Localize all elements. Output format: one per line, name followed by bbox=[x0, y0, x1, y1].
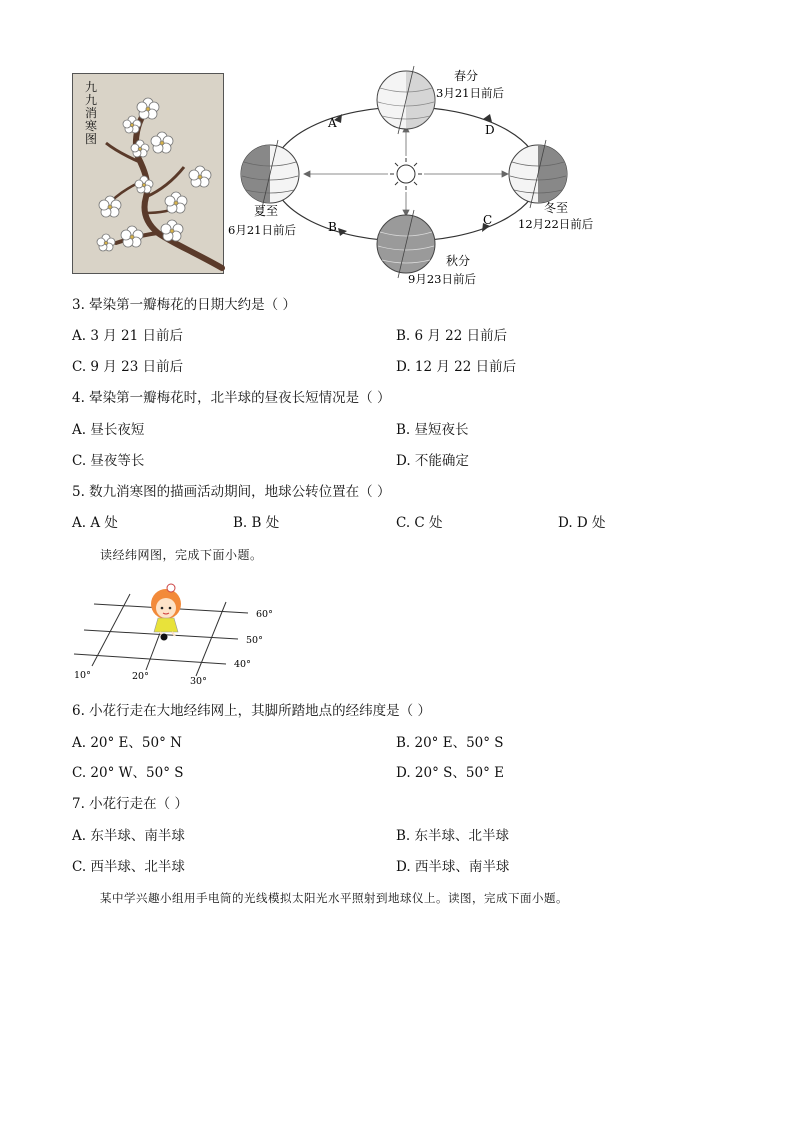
q3-option-a[interactable]: A. 3 月 21 日前后 bbox=[72, 328, 183, 344]
q3-option-b[interactable]: B. 6 月 22 日前后 bbox=[396, 328, 508, 344]
orbit-label-b: B bbox=[328, 220, 337, 234]
winter-name: 冬至 bbox=[544, 201, 569, 215]
q4-stem: 4. 晕染第一瓣梅花时，北半球的昼夜长短情况是（ ） bbox=[72, 390, 391, 406]
q7-option-a[interactable]: A. 东半球、南半球 bbox=[72, 828, 185, 844]
globe-spring-icon bbox=[377, 66, 435, 134]
poster-title: 九九消寒图 bbox=[85, 80, 98, 146]
q6-option-b[interactable]: B. 20° E、50° S bbox=[396, 735, 504, 751]
q4-option-d[interactable]: D. 不能确定 bbox=[396, 453, 469, 469]
q7-option-d[interactable]: D. 西半球、南半球 bbox=[396, 859, 510, 875]
q4-option-a[interactable]: A. 昼长夜短 bbox=[72, 422, 145, 438]
q5-option-c[interactable]: C. C 处 bbox=[396, 515, 443, 531]
q6-stem: 6. 小花行走在大地经纬网上，其脚所踏地点的经纬度是（ ） bbox=[72, 703, 431, 719]
q3-stem: 3. 晕染第一瓣梅花的日期大约是（ ） bbox=[72, 297, 296, 313]
orbit-arrow-b bbox=[338, 228, 347, 236]
q5-option-d[interactable]: D. D 处 bbox=[558, 515, 606, 531]
q6-option-d[interactable]: D. 20° S、50° E bbox=[396, 765, 504, 781]
q4-option-c[interactable]: C. 昼夜等长 bbox=[72, 453, 145, 469]
q7-option-b[interactable]: B. 东半球、北半球 bbox=[396, 828, 510, 844]
q5-option-b[interactable]: B. B 处 bbox=[233, 515, 280, 531]
lat-label-50: 50° bbox=[246, 635, 263, 646]
lon-label-30: 30° bbox=[190, 676, 207, 687]
spring-date: 3月21日前后 bbox=[436, 86, 504, 100]
autumn-name: 秋分 bbox=[446, 254, 471, 268]
graticule-figure bbox=[70, 580, 280, 688]
q6-option-c[interactable]: C. 20° W、50° S bbox=[72, 765, 184, 781]
q4-option-b[interactable]: B. 昼短夜长 bbox=[396, 422, 469, 438]
summer-date: 6月21日前后 bbox=[228, 223, 296, 237]
spring-name: 春分 bbox=[454, 69, 479, 83]
lat-label-40: 40° bbox=[234, 659, 251, 670]
lat-label-60: 60° bbox=[256, 609, 273, 620]
plum-blossom-poster bbox=[72, 73, 224, 274]
foot-point-marker bbox=[161, 634, 168, 641]
q3-option-d[interactable]: D. 12 月 22 日前后 bbox=[396, 359, 517, 375]
q7-option-c[interactable]: C. 西半球、北半球 bbox=[72, 859, 185, 875]
earth-orbit-diagram bbox=[228, 60, 600, 290]
orbit-label-a: A bbox=[328, 116, 337, 130]
q3-option-c[interactable]: C. 9 月 23 日前后 bbox=[72, 359, 184, 375]
lon-label-10: 10° bbox=[74, 670, 91, 681]
globe-winter-icon bbox=[509, 140, 567, 208]
q6-option-a[interactable]: A. 20° E、50° N bbox=[72, 735, 182, 751]
q5-option-a[interactable]: A. A 处 bbox=[72, 515, 118, 531]
sun-icon bbox=[390, 158, 422, 190]
winter-date: 12月22日前后 bbox=[518, 217, 594, 231]
globe-summer-icon bbox=[241, 140, 299, 208]
q7-stem: 7. 小花行走在（ ） bbox=[72, 796, 188, 812]
orbit-label-c: C bbox=[483, 213, 493, 227]
autumn-date: 9月23日前后 bbox=[408, 272, 476, 286]
globe-autumn-icon bbox=[377, 210, 435, 278]
intro-flashlight: 某中学兴趣小组用手电筒的光线模拟太阳光水平照射到地球仪上。读图，完成下面小题。 bbox=[100, 891, 568, 905]
q5-stem: 5. 数九消寒图的描画活动期间，地球公转位置在（ ） bbox=[72, 484, 391, 500]
summer-name: 夏至 bbox=[254, 204, 279, 218]
orbit-label-d: D bbox=[485, 123, 495, 137]
intro-graticule: 读经纬网图，完成下面小题。 bbox=[100, 548, 263, 562]
lon-line-30 bbox=[196, 602, 226, 676]
lon-label-20: 20° bbox=[132, 671, 149, 682]
girl-figure-icon bbox=[151, 584, 181, 637]
